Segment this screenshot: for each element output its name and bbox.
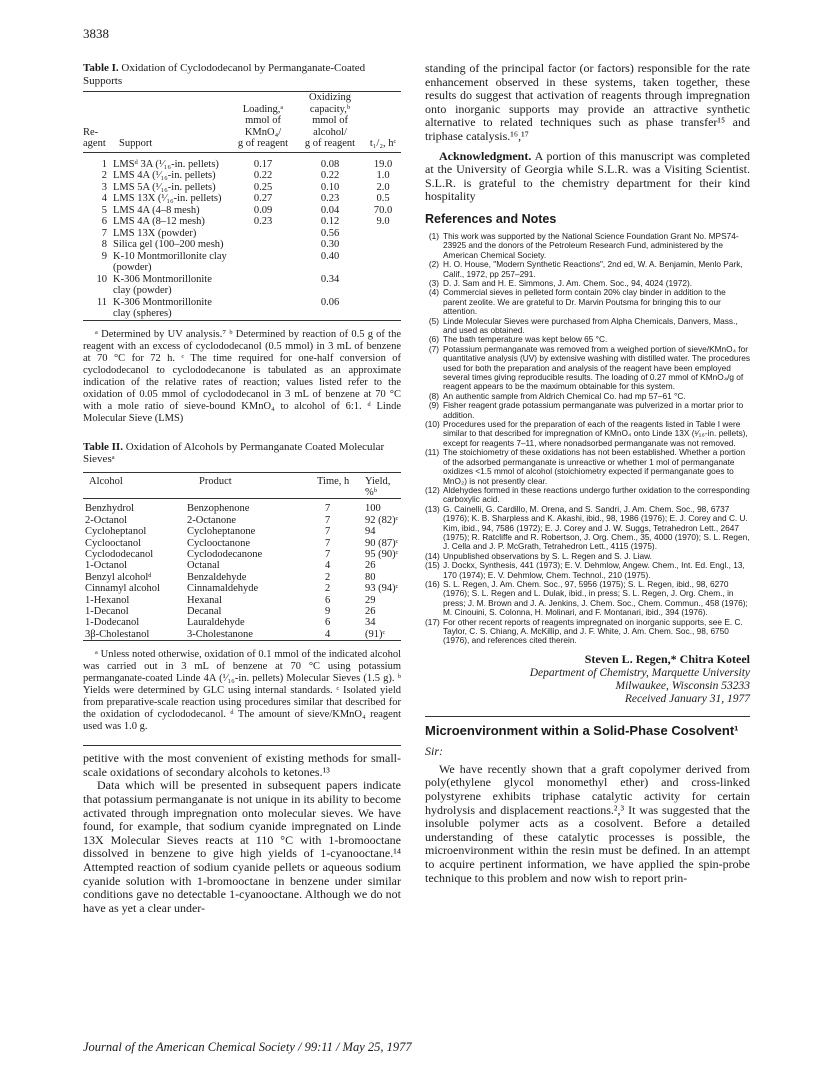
reference-item [425, 288, 750, 316]
t2-header-alcohol: Alcohol [89, 475, 123, 487]
t2-alcohol: Cycloheptanol [85, 526, 147, 538]
reference-number: (13) [425, 503, 440, 514]
table-row [83, 170, 401, 182]
t2-yield: 92 (82)ᶜ [365, 514, 399, 526]
t2-product: Decanal [187, 605, 222, 617]
t1-reagent: 5 [101, 204, 107, 216]
t1-half: 1.0 [376, 170, 390, 181]
reference-text: This work was supported by the National Science Foundation Grant No. MPS74-23925 and the donors of the Petroleum Research Fund, administered by the American Chemical Society. [443, 230, 739, 260]
table-row [83, 560, 401, 571]
t2-time: 6 [325, 594, 331, 606]
table1-label: Table I. [83, 62, 119, 74]
reference-text: Unpublished observations by S. L. Regen and S. J. Liaw. [443, 550, 652, 561]
t1-half [365, 297, 401, 321]
table-row [83, 629, 401, 641]
reference-item [425, 420, 750, 448]
right-column [425, 62, 750, 885]
table2-footnote: ᵃ Unless noted otherwise, oxidation of 0.1 mmol of the indicated alcohol was carried out in 3 mL of benzene at 70 °C using potassium permanganate-coated Linde 4A (¹⁄₁₆-in. pellets) Molecular Sieves (1.5 g). ᵇ Yields were determined by GLC using internal standards. ᶜ Isolated yield from preparative-scale reaction using procedures similar that described for the oxidation of cyclododecanol. ᵈ The amount of sieve/KMnO₄ reagent used was 1.0 g. [83, 649, 401, 733]
t1-support: K-306 Montmorillonite clay (spheres) [113, 296, 212, 319]
t1-support: LMS 4A (¹⁄₁₆-in. pellets) [113, 170, 216, 181]
t2-yield: (91)ᶜ [365, 628, 386, 640]
t2-yield: 26 [365, 560, 376, 572]
table2 [83, 472, 401, 644]
t2-alcohol: 1-Decanol [85, 605, 129, 617]
t2-product: Cinnamaldehyde [187, 583, 259, 595]
t1-reagent: 3 [101, 181, 107, 193]
t2-alcohol: Cyclododecanol [85, 548, 154, 560]
t1-support: LMS 4A (4–8 mesh) [113, 204, 200, 216]
t2-alcohol: 1-Dodecanol [85, 617, 140, 629]
new-article-title: Microenvironment within a Solid-Phase Cosolvent¹ [425, 722, 739, 738]
t2-time: 9 [325, 605, 331, 617]
reference-number: (1) [428, 230, 439, 241]
t2-yield: 95 (90)ᶜ [365, 548, 399, 560]
table-row [83, 193, 401, 205]
reference-text: D. J. Sam and H. E. Simmons, J. Am. Chem. Soc., 94, 4024 (1972). [443, 277, 693, 288]
t1-header-support: Support [119, 138, 153, 149]
reference-item [425, 401, 750, 420]
t2-yield: 26 [365, 605, 376, 617]
t2-time: 7 [325, 526, 331, 538]
t1-reagent: 9 [101, 250, 107, 262]
t1-loading [231, 239, 295, 251]
t2-alcohol: Cinnamyl alcohol [85, 583, 160, 595]
t2-yield: 100 [365, 503, 381, 515]
table-row [83, 182, 401, 194]
t2-product: 2-Octanone [187, 514, 236, 526]
t2-time: 7 [325, 548, 331, 560]
t2-time: 2 [325, 583, 331, 595]
reference-text: The stoichiometry of these oxidations has not been established. Whether a portion of the adsorbed permanganate is unreactive or whether 1 mol of permanganate oxidizes <1.5 mmol of alcohol (stoichiometry expected if permanganate goes to MnO₂) is not presently clear. [443, 447, 746, 486]
t1-loading: 0.27 [253, 193, 273, 204]
t1-loading: 0.09 [253, 204, 273, 216]
t2-time: 4 [325, 628, 331, 640]
reference-text: Aldehydes formed in these reactions undergo further oxidation to the corresponding carboxylic acid. [443, 484, 750, 505]
reference-number: (11) [425, 447, 440, 458]
table-row [83, 503, 401, 514]
t1-half: 0.5 [376, 193, 390, 204]
table-row [83, 595, 401, 606]
table-row [83, 606, 401, 617]
reference-number: (6) [428, 334, 439, 345]
affiliation-line-1: Department of Chemistry, Marquette University [529, 666, 750, 679]
reference-text: Procedures used for the preparation of each of the reagents listed in Table I were similar to that described for impregnation of KMnO₄ onto Linde 13X (¹⁄₁₆-in. pellets), except for reagents 7–11, where nonadsorbed permanganate was not removed. [443, 419, 748, 448]
reference-item [425, 580, 750, 618]
t2-time: 4 [325, 560, 331, 572]
reference-item [425, 448, 750, 486]
t1-support: LMS 5A (¹⁄₁₆-in. pellets) [113, 181, 216, 193]
t2-product: Cycloheptanone [187, 526, 256, 538]
reference-number: (4) [428, 287, 439, 298]
t1-capacity: 0.22 [320, 170, 340, 181]
reference-number: (10) [425, 419, 440, 430]
table-row [83, 617, 401, 628]
t2-yield: 93 (94)ᶜ [365, 583, 399, 595]
reference-number: (17) [425, 616, 440, 627]
table1-caption [83, 62, 401, 87]
reference-text: Linde Molecular Sieves were purchased from Alpha Chemicals, Danvers, Mass., and used as obtained. [443, 315, 738, 335]
table-row [83, 251, 401, 274]
t2-product: Lauraldehyde [187, 617, 245, 629]
table2-caption [83, 441, 401, 466]
table-row [83, 515, 401, 526]
reference-text: S. L. Regen, J. Am. Chem. Soc., 97, 5956 (1975); S. L. Regen, ibid., 98, 6270 (1976); S. L. Regen and L. Dulak, ibid., in press; S. L. Regen, J. Org. Chem., in press; J. M. Brown and J. A. Jenkins, J. Chem. Soc., Chem. Commun., 458 (1976); M. Cinouini, S. Colonna, H. Molinari, and F. Montanari, ibid., 394 (1976). [443, 578, 748, 618]
t1-reagent: 7 [101, 227, 107, 239]
t2-time: 7 [325, 503, 331, 515]
acknowledgment-text: A portion of this manuscript was completed at the University of Georgia while S.L.R. was a Visiting Scientist. S.L.R. is grateful to the chemistry department for their kind hospitality [425, 148, 750, 204]
t1-loading [231, 274, 295, 297]
reference-number: (9) [428, 400, 439, 411]
reference-number: (16) [425, 578, 440, 589]
reference-item [425, 618, 750, 646]
t1-loading [231, 297, 295, 321]
references-heading: References and Notes [425, 211, 557, 226]
authors: Steven L. Regen,* Chitra Koteel [584, 651, 750, 666]
table-row [83, 205, 401, 217]
reference-item [425, 486, 750, 505]
salutation: Sir: [425, 743, 443, 758]
t1-header-capacity: Oxidizing capacity,ᵇ mmol of alcohol/ g of reagent [304, 92, 356, 149]
table-row [83, 216, 401, 228]
table-row [83, 228, 401, 240]
t2-product: Cyclooctanone [187, 537, 250, 549]
t2-header-time: Time, h [317, 475, 350, 487]
reference-number: (3) [428, 277, 439, 288]
reference-number: (2) [428, 259, 439, 270]
t2-product: Benzophenone [187, 503, 250, 515]
t1-capacity: 0.10 [320, 181, 340, 193]
references-list [425, 232, 750, 646]
t1-header-half: t₁/₂, hᶜ [369, 138, 397, 149]
page-number: 3838 [83, 26, 109, 41]
t2-alcohol: 1-Hexanol [85, 594, 130, 606]
reference-number: (12) [425, 484, 440, 495]
t2-alcohol: 1-Octanol [85, 560, 127, 572]
table-row [83, 239, 401, 251]
t1-reagent: 2 [101, 170, 107, 181]
left-body-para-2: Data which will be presented in subsequent papers indicate that potassium permanganate is not unique in its ability to become activated through impregnation onto molecular sieves. We have found, for example, that sodium cyanide impregnated on Linde 13X Molecular Sieves reacts at 110 °C with 1-bromooctane dissolved in benzene to give high yields of 1-cyanooctane.¹⁴ Attempted reaction of sodium cyanide pellets or aqueous sodium cyanide solution with 1-bromooctane in benzene under similar conditions gave no detectable 1-cyanooctane. Although we do not have as yet a clear under- [83, 778, 401, 915]
reference-item [425, 317, 750, 336]
t1-support: LMS 4A (8–12 mesh) [113, 216, 205, 227]
table-row [83, 297, 401, 321]
reference-item [425, 232, 750, 260]
reference-text: The bath temperature was kept below 65 °C. [443, 334, 608, 345]
t2-time: 7 [325, 514, 331, 526]
t1-loading: 0.23 [253, 216, 273, 227]
reference-text: An authentic sample from Aldrich Chemical Co. had mp 57–61 °C. [443, 390, 686, 401]
t1-header-reagent: Re- agent [83, 126, 106, 149]
t1-support: K-306 Montmorillonite clay (powder) [113, 273, 212, 296]
t1-capacity: 0.12 [320, 216, 340, 227]
t1-reagent: 4 [101, 193, 107, 204]
t1-half: 19.0 [373, 158, 393, 170]
t2-product: Octanal [187, 560, 220, 572]
t2-alcohol: Benzhydrol [85, 503, 134, 515]
t1-header-loading: Loading,ᵃ mmol of KMnO₄/ g of reagent [237, 103, 289, 149]
t2-product: Hexanal [187, 594, 222, 606]
t1-half [365, 274, 401, 297]
reference-number: (15) [425, 560, 440, 571]
t1-loading [231, 251, 295, 274]
journal-footer: Journal of the American Chemical Society / 99:11 / May 25, 1977 [83, 1040, 412, 1054]
t1-capacity: 0.56 [320, 227, 340, 239]
t2-alcohol: Benzyl alcoholᵈ [85, 571, 152, 583]
left-column [83, 62, 401, 915]
t1-support: Silica gel (100–200 mesh) [113, 239, 224, 250]
t1-support: LMSᵈ 3A (¹⁄₁₆-in. pellets) [113, 158, 219, 170]
right-top-text: standing of the principal factor (or factors) responsible for the rate enhancement observed in these systems, taken together, these results do suggest that activation of reagents through impregnation onto inorganic supports may provide an attractive synthetic alternative to related techniques such as phase transfer¹⁵ and triphase catalysis.¹⁶,¹⁷ [425, 61, 750, 143]
t1-reagent: 1 [101, 158, 107, 170]
t2-header-product: Product [199, 475, 232, 487]
t1-half [365, 228, 401, 240]
reference-number: (5) [428, 315, 439, 326]
table-row [83, 274, 401, 297]
new-article-text: We have recently shown that a graft copolymer derived from poly(ethylene glycol monomethyl ether) and cross-linked polystyrene exhibits triphase catalytic activity for certain hydrolysis and displacement reactions.²,³ It was suggested that the insoluble polymer acts as a cosolvent. Before a detailed understanding of these catalytic processes is possible, the microenvironment within the resin must be defined. In an attempt to acquire pertinent information, we have applied the spin-probe technique to this problem and now wish to report prin- [425, 761, 750, 885]
reference-text: Commercial sieves in pelleted form contain 20% clay binder in addition to the parent zeolite. We are grateful to Dr. Marvin Poutsma for bringing this to our attention. [443, 287, 726, 317]
t2-time: 7 [325, 537, 331, 549]
table-row [83, 538, 401, 549]
t1-capacity: 0.06 [320, 296, 340, 308]
t2-yield: 90 (87)ᶜ [365, 537, 399, 549]
reference-item [425, 345, 750, 392]
table2-title: Oxidation of Alcohols by Permanganate Coated Molecular Sievesᵃ [83, 440, 385, 465]
table-row [83, 526, 401, 537]
reference-text: J. Dockx, Synthesis, 441 (1973); E. V. Dehmlow, Angew. Chem., Int. Ed. Engl., 13, 170 (1974); E. V. Dehmlow, Chem. Technol., 210 (1975). [443, 560, 745, 580]
t2-header-yield: Yield, %ᵇ [365, 475, 391, 498]
t1-support: LMS 13X (¹⁄₁₆-in. pellets) [113, 193, 222, 204]
reference-text: Fisher reagent grade potassium permanganate was pulverized in a mortar prior to addition. [443, 400, 744, 420]
reference-number: (7) [428, 343, 439, 354]
t2-product: Benzaldehyde [187, 571, 247, 583]
table-row [83, 583, 401, 594]
t1-reagent: 10 [96, 273, 107, 285]
reference-text: G. Cainelli, G. Cardillo, M. Orena, and S. Sandri, J. Am. Chem. Soc., 98, 6737 (1976); K. B. Sharpless and K. Akashi, ibid., 98, 1986 (1976); E. J. Corey and C. U. Kim, ibid., 94, 7586 (1972); E. J. Corey and J. W. Suggs, Tetrahedron Lett., 2647 (1975); R. Ratcliffe and R. Robertson, J. Org. Chem., 35, 4000 (1970); S. L. Regen, J. Cella and J. P. McGrath, Tetrahedron Lett., 4115 (1975). [443, 503, 750, 552]
reference-item [425, 505, 750, 552]
table1-title: Oxidation of Cyclododecanol by Permanganate-Coated Supports [83, 62, 366, 87]
t1-capacity: 0.04 [320, 204, 340, 216]
received-date: Received January 31, 1977 [624, 692, 750, 705]
t2-yield: 94 [365, 526, 376, 538]
t2-alcohol: 2-Octanol [85, 514, 127, 526]
t2-yield: 34 [365, 617, 376, 629]
table-row [83, 159, 401, 171]
left-body-para-1: petitive with the most convenient of existing methods for small-scale oxidations of secondary alcohols to ketones.¹³ [83, 751, 401, 779]
t1-loading: 0.22 [253, 170, 273, 181]
reference-text: Potassium permanganate was removed from a weighed portion of sieve/KMnO₄ for quantitative analysis (UV) by extensive washing with distilled water. The procedures used for both the preparation and analysis of the reagent have been employed several times giving reproducible results. The loading of 0.27 mmol of KMnO₄/g of reagent appears to be the maximum obtainable for this system. [443, 343, 750, 392]
t1-capacity: 0.23 [320, 193, 340, 204]
reference-item [425, 260, 750, 279]
reference-text: H. O. House, "Modern Synthetic Reactions", 2nd ed, W. A. Benjamin, Menlo Park, Calif., 1972, pp 257–291. [443, 259, 743, 279]
t1-half: 70.0 [373, 204, 393, 216]
t1-reagent: 6 [101, 216, 107, 227]
t1-capacity: 0.40 [320, 250, 340, 262]
table1 [83, 91, 401, 323]
acknowledgment [425, 150, 750, 204]
t1-loading: 0.17 [253, 158, 273, 170]
table-row [83, 549, 401, 560]
t1-capacity: 0.30 [320, 239, 340, 250]
t2-time: 6 [325, 617, 331, 629]
t2-product: 3-Cholestanone [187, 628, 253, 640]
t2-yield: 29 [365, 594, 376, 606]
table-row [83, 572, 401, 583]
t1-capacity: 0.34 [320, 273, 340, 285]
table1-footnote: ᵃ Determined by UV analysis.⁷ ᵇ Determined by reaction of 0.5 g of the reagent with an excess of cyclododecanol (0.5 mmol) in 3 mL of benzene at 70 °C for 72 h. ᶜ The time required for one-half conversion of cyclododecanol to cyclododecanone is tabulated as an approximate indication of the relative rates of reaction; values listed refer to the oxidation of 0.05 mmol of cyclododecanol in 3 mL of benzene at 70 °C with a mole ratio of sieve-bound KMnO₄ to alcohol of 6:1. ᵈ Linde Molecular Sieve (LMS) [83, 328, 401, 424]
t1-reagent: 11 [96, 296, 107, 308]
t2-product: Cyclododecanone [187, 548, 263, 560]
t1-half: 2.0 [376, 181, 390, 193]
t1-capacity: 0.08 [320, 158, 340, 170]
t1-reagent: 8 [101, 239, 107, 250]
t1-loading: 0.25 [253, 181, 273, 193]
t1-support: K-10 Montmorillonite clay (powder) [113, 250, 227, 273]
reference-item [425, 561, 750, 580]
t1-half [365, 251, 401, 274]
acknowledgment-label: Acknowledgment. [439, 148, 532, 163]
t1-loading [231, 228, 295, 240]
t1-half: 9.0 [376, 216, 390, 227]
table2-label: Table II. [83, 440, 123, 453]
t2-time: 2 [325, 571, 331, 583]
t1-half [365, 239, 401, 251]
reference-number: (14) [425, 550, 440, 561]
t2-alcohol: Cyclooctanol [85, 537, 141, 549]
t2-yield: 80 [365, 571, 376, 583]
reference-text: For other recent reports of reagents impregnated on inorganic supports, see E. C. Taylor, C. S. Chiang, A. McKillip, and J. F. White, J. Am. Chem. Soc., 98, 6750 (1976), and references cited therein. [443, 616, 743, 646]
t2-alcohol: 3β-Cholestanol [85, 628, 150, 640]
reference-number: (8) [428, 390, 439, 401]
t1-support: LMS 13X (powder) [113, 227, 197, 239]
affiliation-line-2: Milwaukee, Wisconsin 53233 [615, 679, 750, 692]
